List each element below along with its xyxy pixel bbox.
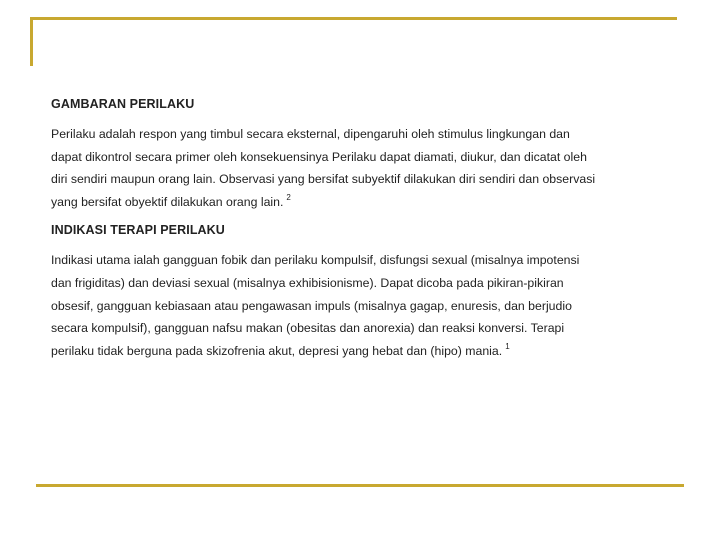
body-line: diri sendiri maupun orang lain. Observasi yang bersifat subyektif dilakukan diri sendiri dan observasi (51, 172, 596, 187)
body-line: dan frigiditas) dan deviasi sexual (misalnya exhibisionisme). Dapat dicoba pada pikiran-pikiran (51, 275, 564, 290)
body-line-text: perilaku tidak berguna pada skizofrenia akut, depresi yang hebat dan (hipo) mania. (51, 343, 503, 358)
section-body-gambaran-perilaku (51, 123, 696, 213)
footnote-marker: 2 (286, 192, 291, 202)
footnote-marker: 1 (505, 341, 510, 351)
left-accent-line (30, 17, 33, 66)
slide-content (51, 97, 696, 362)
body-line: Indikasi utama ialah gangguan fobik dan perilaku kompulsif, disfungsi sexual (misalnya impotensi (51, 253, 580, 268)
top-accent-line (30, 17, 677, 20)
body-line: dapat dikontrol secara primer oleh konsekuensinya Perilaku dapat diamati, diukur, dan dicatat oleh (51, 149, 587, 164)
body-line-last (51, 191, 696, 214)
section-heading-indikasi-terapi-perilaku: INDIKASI TERAPI PERILAKU (51, 223, 225, 238)
body-line: Perilaku adalah respon yang timbul secara eksternal, dipengaruhi oleh stimulus lingkungan dan (51, 127, 570, 141)
body-line-last (51, 340, 696, 363)
body-line: obsesif, gangguan kebiasaan atau pengawasan impuls (misalnya gagap, enuresis, dan berjudio (51, 298, 572, 313)
section-heading-gambaran-perilaku: GAMBARAN PERILAKU (51, 97, 195, 111)
section-body-indikasi-terapi-perilaku (51, 249, 696, 362)
bottom-accent-line (36, 484, 684, 487)
body-line-text: yang bersifat obyektif dilakukan orang lain. (51, 194, 284, 209)
body-line: secara kompulsif), gangguan nafsu makan (obesitas dan anorexia) dan reaksi konversi. Terapi (51, 321, 565, 336)
